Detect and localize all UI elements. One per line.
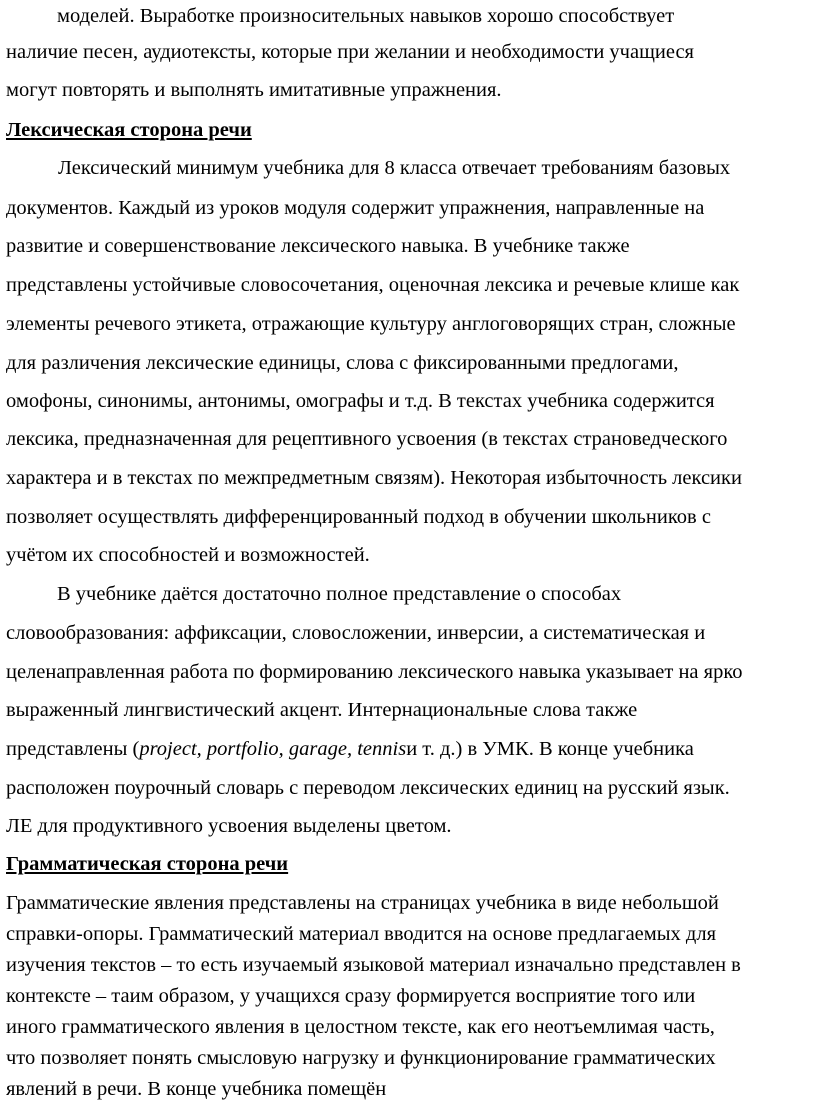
paragraph-2-line-4: представлены устойчивые словосочетания, оценочная лексика и речевые клише как	[6, 274, 740, 296]
paragraph-3-line-4: выраженный лингвистический акцент. Интернациональные слова также	[6, 699, 638, 721]
paragraph-2-line-2: документов. Каждый из уроков модуля содержит упражнения, направленные на	[6, 197, 705, 219]
paragraph-2-line-11: учётом их способностей и возможностей.	[6, 544, 370, 566]
paragraph-2-line-3: развитие и совершенствование лексического навыка. В учебнике также	[6, 235, 630, 257]
paragraph-4-line-2: справки-опоры. Грамматический материал вводится на основе предлагаемых для	[6, 923, 716, 945]
paragraph-2-line-7: омофоны, синонимы, антонимы, омографы и т.д. В текстах учебника содержится	[6, 390, 715, 412]
paragraph-2-line-10: позволяет осуществлять дифференцированный подход в обучении школьников с	[6, 506, 711, 528]
paragraph-3-line-5-suffix: и т. д.) в УМК. В конце учебника	[406, 738, 694, 760]
paragraph-3-line-3: целенаправленная работа по формированию лексического навыка указывает на ярко	[6, 661, 743, 683]
paragraph-1-line-1: моделей. Выработке произносительных навыков хорошо способствует	[57, 5, 675, 27]
paragraph-1-line-3: могут повторять и выполнять имитативные упражнения.	[6, 79, 502, 101]
paragraph-3-line-5-italic-examples: project, portfolio, garage, tennis	[139, 738, 407, 760]
heading-grammar: Грамматическая сторона речи	[6, 853, 289, 875]
paragraph-2-line-9: характера и в текстах по межпредметным связям). Некоторая избыточность лексики	[6, 467, 742, 489]
paragraph-2-line-8: лексика, предназначенная для рецептивного усвоения (в текстах страноведческого	[6, 428, 728, 450]
paragraph-2-line-6: для различения лексические единицы, слова с фиксированными предлогами,	[6, 352, 679, 374]
paragraph-4-line-1: Грамматические явления представлены на страницах учебника в виде небольшой	[6, 892, 719, 914]
paragraph-3-line-5	[6, 736, 694, 762]
paragraph-4-line-3: изучения текстов – то есть изучаемый языковой материал изначально представлен в	[6, 954, 741, 976]
paragraph-4-line-7: явлений в речи. В конце учебника помещён	[6, 1078, 387, 1100]
paragraph-3-line-5-prefix: представлены (	[6, 738, 140, 760]
paragraph-4-line-5: иного грамматического явления в целостном тексте, как его неотъемлимая часть,	[6, 1016, 715, 1038]
paragraph-3-line-6: расположен поурочный словарь с переводом лексических единиц на русский язык.	[6, 777, 730, 799]
paragraph-3-line-2: словообразования: аффиксации, словосложении, инверсии, а систематическая и	[6, 622, 706, 644]
paragraph-4-line-6: что позволяет понять смысловую нагрузку и функционирование грамматических	[6, 1047, 716, 1069]
paragraph-1-line-2: наличие песен, аудиотексты, которые при желании и необходимости учащиеся	[6, 41, 694, 63]
paragraph-2-line-1: Лексический минимум учебника для 8 класса отвечает требованиям базовых	[58, 157, 731, 179]
paragraph-2-line-5: элементы речевого этикета, отражающие культуру англоговорящих стран, сложные	[6, 313, 736, 335]
paragraph-3-line-1: В учебнике даётся достаточно полное представление о способах	[57, 583, 622, 605]
paragraph-3-line-7: ЛЕ для продуктивного усвоения выделены цветом.	[6, 815, 452, 837]
paragraph-4-line-4: контексте – таим образом, у учащихся сразу формируется восприятие того или	[6, 985, 696, 1007]
heading-lexical: Лексическая сторона речи	[6, 119, 252, 141]
